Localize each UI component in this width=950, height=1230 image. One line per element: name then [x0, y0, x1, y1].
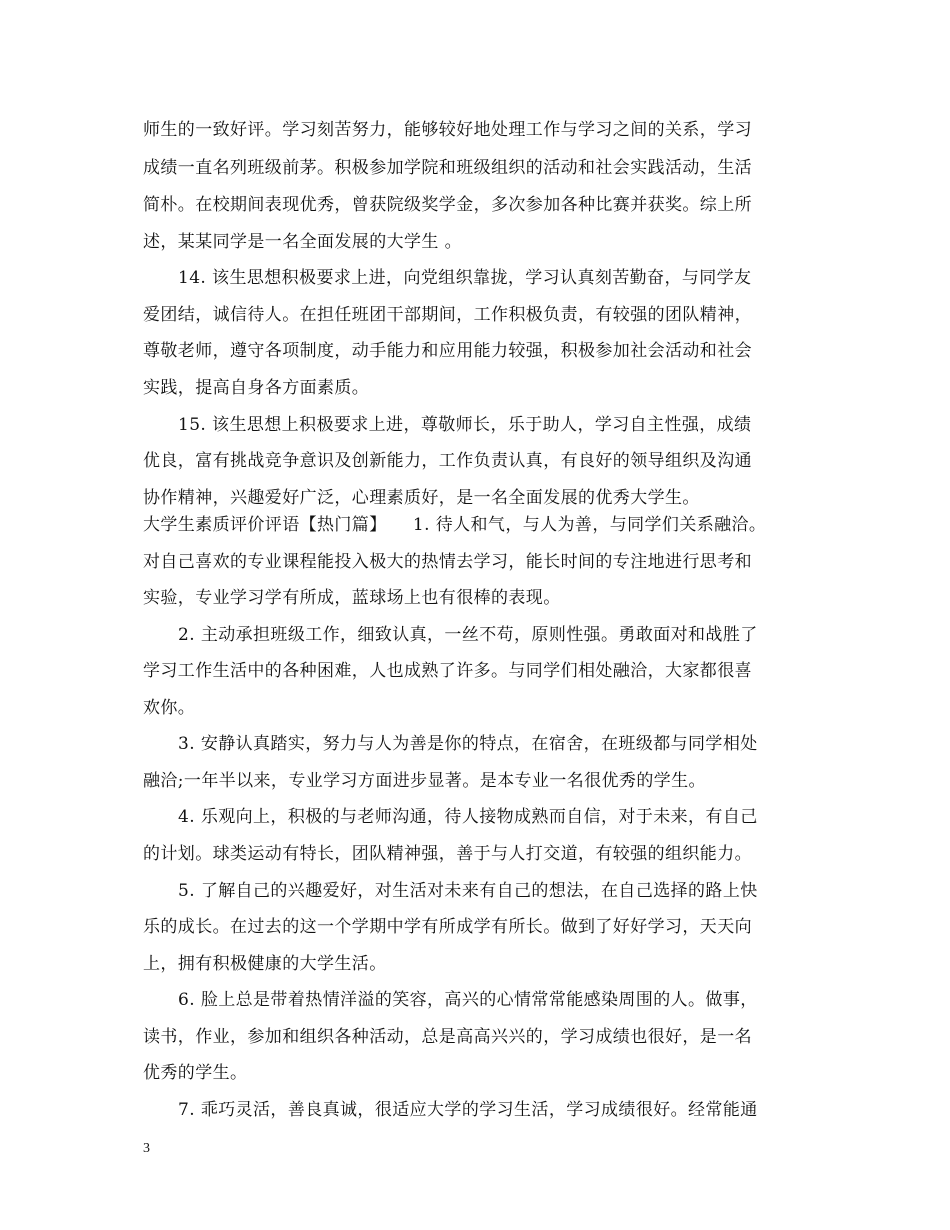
section-heading-line: 大学生素质评价评语【热门篇】 1. 待人和气，与人为善，与同学们关系融洽。: [143, 515, 767, 535]
text-line: 的计划。球类运动有特长，团队精神强，善于与人打交道，有较强的组织能力。: [143, 844, 752, 864]
text-line: 4. 乐观向上，积极的与老师沟通，待人接物成熟而自信，对于未来，有自己: [178, 807, 758, 827]
text-line: 5. 了解自己的兴趣爱好，对生活对未来有自己的想法，在自己选择的路上快: [178, 881, 758, 901]
text-line: 15. 该生思想上积极要求上进，尊敬师长，乐于助人，学习自主性强，成绩: [178, 415, 752, 435]
text-line: 对自己喜欢的专业课程能投入极大的热情去学习，能长时间的专注地进行思考和: [143, 552, 752, 572]
text-line: 读书，作业，参加和组织各种活动，总是高高兴兴的，学习成绩也很好，是一名: [143, 1027, 752, 1047]
text-line: 6. 脸上总是带着热情洋溢的笑容，高兴的心情常常能感染周围的人。做事，: [178, 990, 758, 1010]
text-line: 融洽;一年半以来，专业学习方面进步显著。是本专业一名很优秀的学生。: [143, 771, 706, 791]
page-number: 3: [143, 1141, 150, 1156]
text-line: 爱团结，诚信待人。在担任班团干部期间，工作积极负责，有较强的团队精神，: [143, 305, 752, 325]
text-line: 实验，专业学习学有所成，蓝球场上也有很棒的表现。: [143, 588, 561, 608]
text-line: 学习工作生活中的各种困难，人也成熟了许多。与同学们相处融洽，大家都很喜: [143, 661, 752, 681]
text-line: 14. 该生思想积极要求上进，向党组织靠拢，学习认真刻苦勤奋，与同学友: [178, 268, 752, 288]
text-line: 2. 主动承担班级工作，细致认真，一丝不苟，原则性强。勇敢面对和战胜了: [178, 625, 758, 645]
text-line: 简朴。在校期间表现优秀，曾获院级奖学金，多次参加各种比赛并获奖。综上所: [143, 195, 752, 215]
text-line: 尊敬老师，遵守各项制度，动手能力和应用能力较强，积极参加社会活动和社会: [143, 341, 752, 361]
text-line: 优秀的学生。: [143, 1063, 248, 1083]
text-line: 述，某某同学是一名全面发展的大学生 。: [143, 232, 463, 252]
text-line: 成绩一直名列班级前茅。积极参加学院和班级组织的活动和社会实践活动，生活: [143, 158, 752, 178]
text-line: 3. 安静认真踏实，努力与人为善是你的特点，在宿舍，在班级都与同学相处: [178, 734, 758, 754]
text-line: 7. 乖巧灵活，善良真诚，很适应大学的学习生活，学习成绩很好。经常能通: [178, 1100, 758, 1120]
text-line: 乐的成长。在过去的这一个学期中学有所成学有所长。做到了好好学习，天天向: [143, 917, 752, 937]
text-line: 实践，提高自身各方面素质。: [143, 378, 370, 398]
text-line: 师生的一致好评。学习刻苦努力，能够较好地处理工作与学习之间的关系，学习: [143, 120, 752, 140]
text-line: 上，拥有积极健康的大学生活。: [143, 954, 387, 974]
text-line: 欢你。: [143, 698, 196, 718]
text-line: 优良，富有挑战竞争意识及创新能力，工作负责认真，有良好的领导组织及沟通: [143, 451, 752, 471]
text-line: 协作精神，兴趣爱好广泛，心理素质好，是一名全面发展的优秀大学生。: [143, 488, 700, 508]
